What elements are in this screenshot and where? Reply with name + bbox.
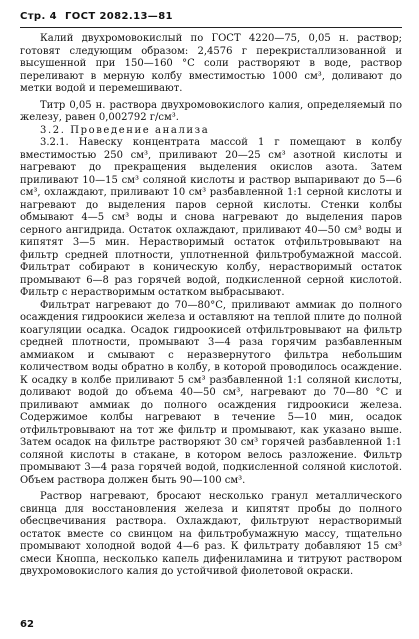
page-content xyxy=(20,33,402,579)
paragraph-reagent-dichromate: Калий двухромовокислый по ГОСТ 4220—75, 0,05 н. раствор; готовят следующим образом: 2,4576 г перекристаллизованной и высушенной при 150—160 °С соли растворяют в воде, раствор переливают в мерную колбу вместимостью 1000 см³, доливают до метки водой и перемешивают. xyxy=(20,33,402,94)
header-rule xyxy=(20,27,402,28)
page-label: Стр. 4 xyxy=(20,11,57,22)
section-heading: 3.2. Проведение анализа xyxy=(40,124,210,136)
paragraph-filtrate: Фильтрат нагревают до 70—80°С, приливают аммиак до полного осаждения гидроокиси железа и оставляют на теплой плите до полной коагуляции осадка. Осадок гидроокисей отфильтровывают на фильтр средней плотности, промывают 3—4 раза горячим разбавленным аммиаком и смывают с неразвернутого фильтра небольшим количеством воды обратно в колбу, в которой проводилось осаждение. К осадку в колбе приливают 5 см³ разбавленной 1:1 соляной кислоты, доливают водой до объема 40—50 см³, нагревают до 70—80 °С и приливают аммиак до полного осаждения гидроокиси железа. Содержимое колбы нагревают в течение 5—10 мин, осадок отфильтровывают на тот же фильтр и промывают, как указано выше. Затем осадок на фильтре растворяют 30 см³ горячей разбавленной 1:1 соляной кислоты в стакане, в котором велось разложение. Фильтр промывают 3—4 раза горячей водой, подкисленной соляной кислотой. Объем раствора должен быть 90—100 см³. xyxy=(20,299,402,486)
paragraph-3-2-1: 3.2.1. Навеску концентрата массой 1 г помещают в колбу вместимостью 250 см³, приливают 20—25 см³ азотной кислоты и нагревают до прекращения выделения окислов азота. Затем приливают 10—15 см³ соляной кислоты и раствор выпаривают до 5—6 см³, охлаждают, приливают 10 см³ разбавленной 1:1 серной кислоты и нагревают до выделения паров серной кислоты. Стенки колбы обмывают 4—5 см³ воды и снова нагревают до выделения паров серного ангидрида. Остаток охлаждают, приливают 40—50 см³ воды и кипятят 3—5 мин. Нерастворимый остаток отфильтровывают на фильтр средней плотности, уплотненной фильтробумажной массой. Фильтрат собирают в коническую колбу, нерастворимый остаток промывают 6—8 раз горячей водой, подкисленной серной кислотой. Фильтр с нерастворимым остатком выбрасывают. xyxy=(20,137,402,298)
paragraph-titer: Титр 0,05 н. раствора двухромовокислого калия, определяемый по железу, равен 0,002792 г/см³. xyxy=(20,99,402,123)
standard-designation: ГОСТ 2082.13—81 xyxy=(64,11,173,22)
paragraph-titration: Раствор нагревают, бросают несколько гранул металлического свинца для восстановления железа и кипятят пробы до полного обесцвечивания раствора. Охлаждают, фильтруют нерастворимый остаток вместе со свинцом на фильтробумажную массу, тщательно промывают холодной водой 4—6 раз. К фильтрату добавляют 15 см³ смеси Кноппа, несколько капель дифениламина и титруют раствором двухромовокислого калия до устойчивой фиолетовой окраски. xyxy=(20,491,402,577)
page-number: 62 xyxy=(20,619,34,630)
page-header xyxy=(20,11,173,22)
